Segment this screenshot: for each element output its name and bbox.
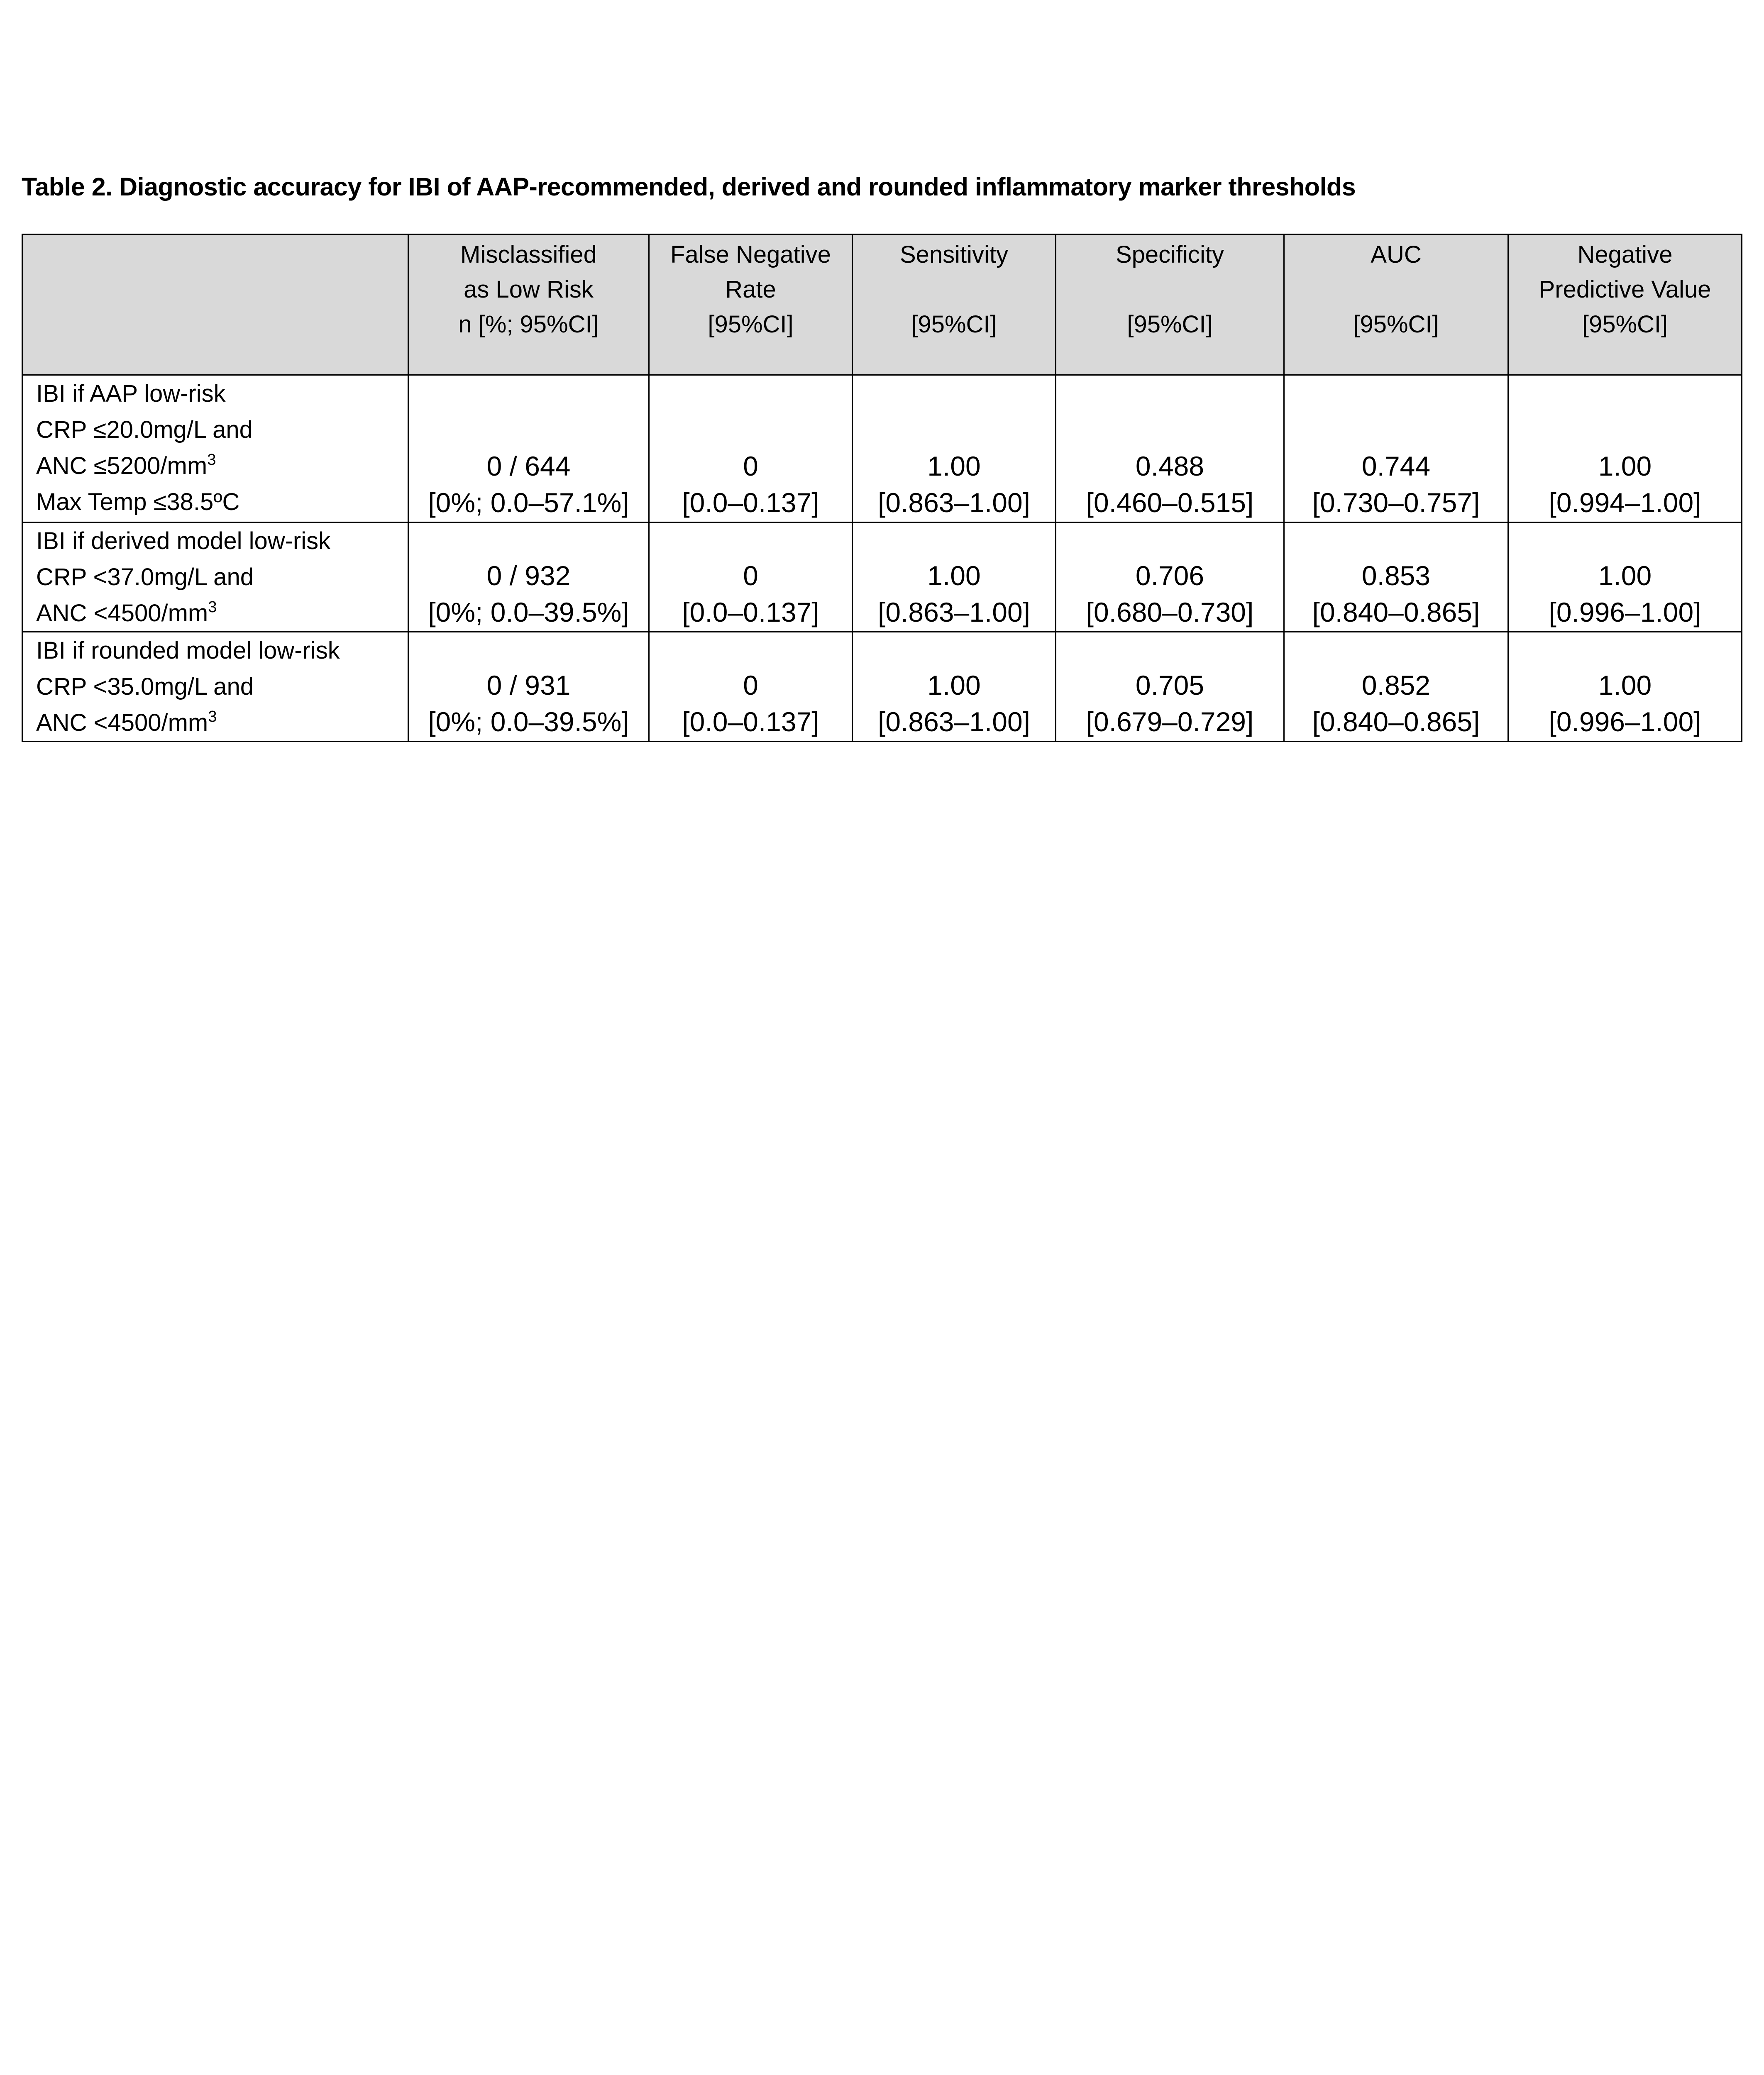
table-row xyxy=(22,632,1742,742)
table-cell: 1.00 [0.863–1.00] xyxy=(853,632,1056,742)
header-line: False Negative xyxy=(670,241,831,268)
header-line xyxy=(1056,272,1283,307)
table-cell: 1.00 [0.996–1.00] xyxy=(1508,632,1742,742)
table-cell: 0.853 [0.840–0.865] xyxy=(1284,522,1508,632)
table-cell: 0 [0.0–0.137] xyxy=(649,375,853,522)
row-label-line: ANC $<4500/mm^3$ xyxy=(36,708,217,736)
header-line xyxy=(1285,272,1507,307)
header-cell-specificity xyxy=(1056,234,1284,375)
table-cell: 0.706 [0.680–0.730] xyxy=(1056,522,1284,632)
table-cell: 0 [0.0–0.137] xyxy=(649,522,853,632)
header-cell-sensitivity xyxy=(853,234,1056,375)
header-line xyxy=(853,272,1055,307)
header-line: [95%CI] xyxy=(911,311,997,338)
row-label-line: CRP ≤20.0mg/L and xyxy=(36,416,253,443)
header-line: Sensitivity xyxy=(899,241,1009,268)
header-line: [95%CI] xyxy=(1582,311,1668,338)
header-cell-misclassified xyxy=(408,234,649,375)
table-cell: 1.00 [0.994–1.00] xyxy=(1508,375,1742,522)
table-row xyxy=(22,522,1742,632)
row-label xyxy=(22,632,408,742)
table-cell: 0.488 [0.460–0.515] xyxy=(1056,375,1284,522)
header-cell-auc xyxy=(1284,234,1508,375)
row-label-line: CRP <37.0mg/L and xyxy=(36,564,254,591)
table-cell: 1.00 [0.863–1.00] xyxy=(853,375,1056,522)
row-label-line: ANC $\le 5200/mm^3$ xyxy=(36,451,216,479)
header-line: Predictive Value xyxy=(1539,276,1711,303)
header-line: n [%; 95%CI] xyxy=(458,311,599,338)
table-cell: 0.705 [0.679–0.729] xyxy=(1056,632,1284,742)
header-line: Specificity xyxy=(1115,241,1224,268)
row-label-line: ANC $<4500/mm^3$ xyxy=(36,598,217,627)
header-line: [95%CI] xyxy=(1127,311,1213,338)
row-label-line: IBI if derived model low-risk xyxy=(36,527,331,554)
header-line: as Low Risk xyxy=(464,276,594,303)
table-cell: 0.744 [0.730–0.757] xyxy=(1284,375,1508,522)
table-cell: 0 / 931 [0%; 0.0–39.5%] xyxy=(408,632,649,742)
superscript: 3 xyxy=(207,451,216,469)
header-line: Misclassified xyxy=(460,241,597,268)
results-table xyxy=(22,234,1742,742)
superscript: 3 xyxy=(208,708,217,725)
row-label xyxy=(22,522,408,632)
superscript: 3 xyxy=(208,598,217,616)
row-label-line: IBI if AAP low-risk xyxy=(36,380,226,407)
table-cell: 0 [0.0–0.137] xyxy=(649,632,853,742)
table-cell: 1.00 [0.996–1.00] xyxy=(1508,522,1742,632)
header-cell-npv xyxy=(1508,234,1742,375)
header-line: Negative xyxy=(1577,241,1673,268)
header-cell-false-negative-rate xyxy=(649,234,853,375)
header-line: AUC xyxy=(1371,241,1422,268)
table-cell: 0 / 932 [0%; 0.0–39.5%] xyxy=(408,522,649,632)
header-line: [95%CI] xyxy=(1353,311,1439,338)
row-label-line: Max Temp ≤38.5ºC xyxy=(36,488,240,515)
header-line: [95%CI] xyxy=(708,311,794,338)
header-line: Rate xyxy=(725,276,776,303)
header-row xyxy=(22,234,1742,375)
row-label xyxy=(22,375,408,522)
table-cell: 0 / 644 [0%; 0.0–57.1%] xyxy=(408,375,649,522)
table-cell: 0.852 [0.840–0.865] xyxy=(1284,632,1508,742)
row-label-line: IBI if rounded model low-risk xyxy=(36,637,340,664)
table-cell: 1.00 [0.863–1.00] xyxy=(853,522,1056,632)
table-title: Table 2. Diagnostic accuracy for IBI of AAP-recommended, derived and rounded inflammatory marker thresholds xyxy=(22,173,1356,201)
table-row xyxy=(22,375,1742,522)
header-cell-blank xyxy=(22,234,408,375)
row-label-line: CRP <35.0mg/L and xyxy=(36,673,254,700)
